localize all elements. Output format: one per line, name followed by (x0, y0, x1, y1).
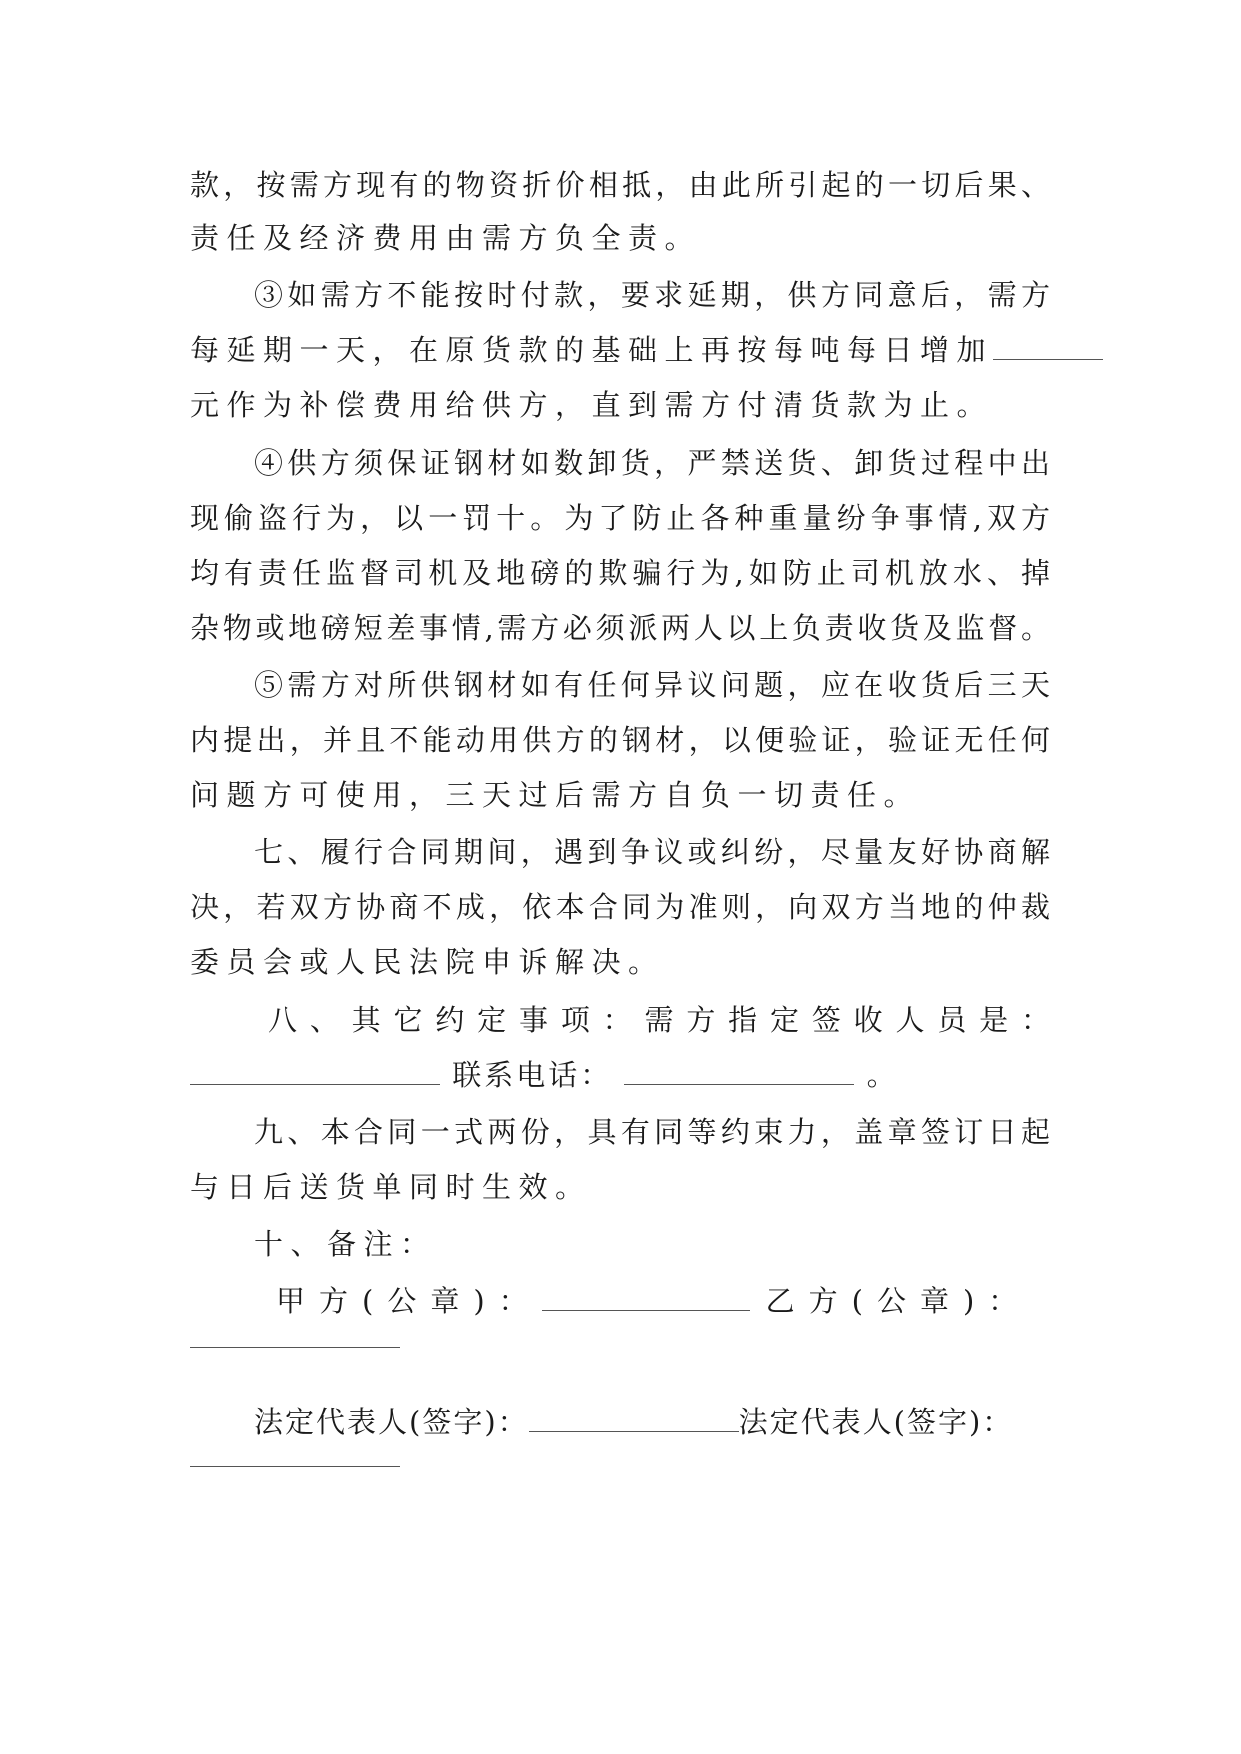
text-line: 杂物或地磅短差事情,需方必须派两人以上负责收货及监督。 (190, 611, 1050, 645)
text-segment: 甲方(公章)： (276, 1284, 542, 1318)
text-line: ⑤需方对所供钢材如有任何异议问题，应在收货后三天 (254, 668, 1050, 702)
text-line: 七、履行合同期间，遇到争议或纠纷，尽量友好协商解 (254, 835, 1050, 869)
text-line (190, 1055, 1050, 1095)
text-line: 八、其它约定事项：需方指定签收人员是： (268, 1003, 1050, 1037)
text-line: 问题方可使用，三天过后需方自负一切责任。 (190, 778, 921, 812)
text-segment: 每延期一天，在原货款的基础上再按每吨每日增加 (190, 333, 994, 367)
fill-in-blank (190, 1058, 440, 1085)
fill-in-blank (993, 333, 1103, 360)
text-segment: 。 (866, 1058, 899, 1092)
text-line: ③如需方不能按时付款，要求延期，供方同意后，需方 (254, 278, 1050, 312)
text-line: 现偷盗行为，以一罚十。为了防止各种重量纷争事情,双方 (190, 501, 1050, 535)
text-line (254, 1402, 1050, 1442)
text-segment: 乙方(公章)： (765, 1284, 1032, 1318)
text-line: 责任及经济费用由需方负全责。 (190, 221, 702, 255)
text-line: 内提出，并且不能动用供方的钢材，以便验证，验证无任何 (190, 723, 1050, 757)
text-line: ④供方须保证钢材如数卸货，严禁送货、卸货过程中出 (254, 446, 1050, 480)
fill-in-blank (624, 1058, 854, 1085)
text-segment: 法定代表人(签字)： (738, 1405, 1014, 1439)
text-line: 委员会或人民法院申诉解决。 (190, 945, 665, 979)
text-segment: 法定代表人(签字)： (254, 1405, 529, 1439)
fill-in-blank (529, 1405, 739, 1432)
text-line: 均有责任监督司机及地磅的欺骗行为,如防止司机放水、掉 (190, 556, 1050, 590)
fill-in-blank (190, 1466, 400, 1467)
fill-in-blank (542, 1284, 750, 1311)
text-line (190, 330, 1050, 370)
text-line: 十、备注： (254, 1227, 437, 1261)
text-line: 决，若双方协商不成，依本合同为准则，向双方当地的仲裁 (190, 890, 1050, 924)
text-line: 与日后送货单同时生效。 (190, 1170, 592, 1204)
text-line: 款，按需方现有的物资折价相抵，由此所引起的一切后果、 (190, 168, 1050, 202)
text-line: 元作为补偿费用给供方，直到需方付清货款为止。 (190, 388, 994, 422)
text-line (276, 1281, 1050, 1321)
text-line: 九、本合同一式两份，具有同等约束力，盖章签订日起 (254, 1115, 1050, 1149)
fill-in-blank (190, 1347, 400, 1348)
text-segment: 联系电话： (452, 1058, 613, 1092)
